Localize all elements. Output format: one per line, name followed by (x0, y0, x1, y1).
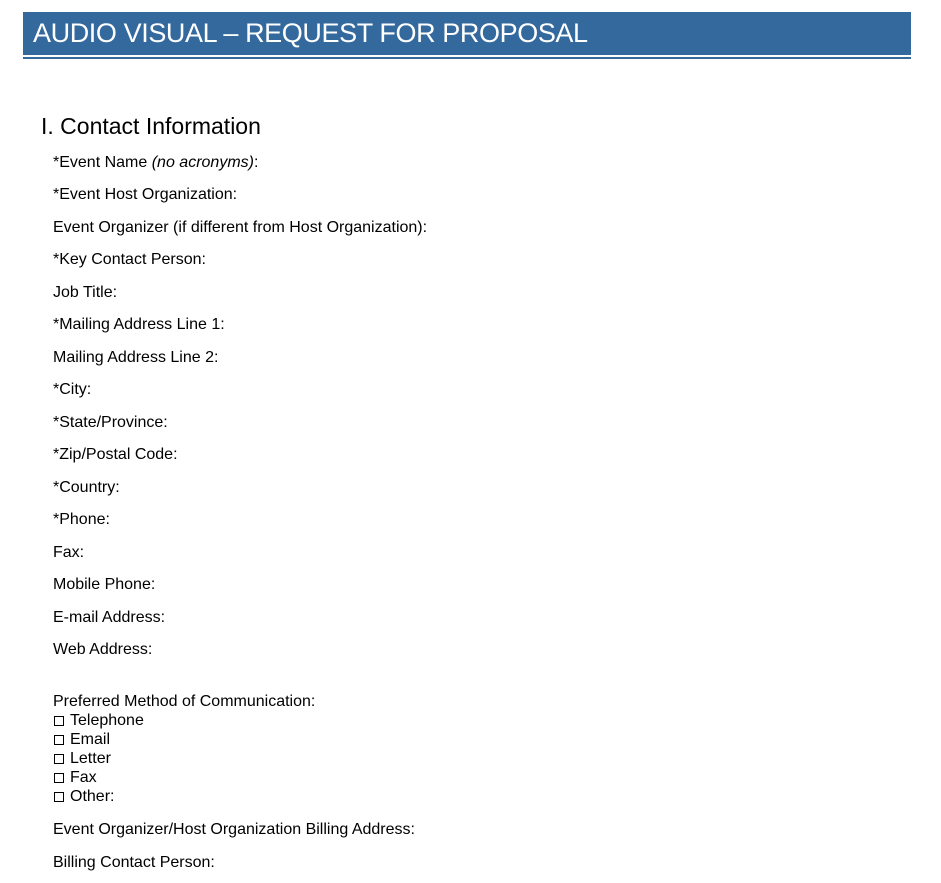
field-label-text: *Event Name (53, 154, 152, 171)
field-label-fax: Fax: (53, 544, 85, 561)
option-label: Telephone (70, 712, 144, 729)
option-label: Email (70, 731, 111, 748)
field-label-note: (no acronyms) (151, 154, 254, 171)
title-banner (23, 12, 911, 55)
option-label: Fax (70, 769, 97, 786)
field-label-mobile-phone: Mobile Phone: (53, 576, 156, 593)
option-label: Letter (70, 750, 111, 767)
field-label-state-province: *State/Province: (53, 414, 168, 431)
document-title: AUDIO VISUAL – REQUEST FOR PROPOSAL (33, 18, 588, 48)
checkbox-icon[interactable] (54, 773, 64, 783)
field-label-billing-address: Event Organizer/Host Organization Billing Address: (53, 821, 415, 838)
field-label-mailing-address-1: *Mailing Address Line 1: (53, 316, 225, 333)
field-label-job-title: Job Title: (53, 284, 118, 301)
communication-preference-title: Preferred Method of Communication: (53, 693, 316, 710)
field-label-event-organizer: Event Organizer (if different from Host Organization): (53, 219, 428, 236)
checkbox-icon[interactable] (54, 792, 64, 802)
checkbox-icon[interactable] (54, 754, 64, 764)
field-label-event-name (53, 153, 258, 172)
checkbox-icon[interactable] (54, 716, 64, 726)
checkbox-icon[interactable] (54, 735, 64, 745)
field-label-key-contact-person: *Key Contact Person: (53, 251, 206, 268)
field-label-city: *City: (53, 381, 92, 398)
field-label-email-address: E-mail Address: (53, 609, 166, 626)
communication-option-fax[interactable] (53, 768, 315, 787)
option-label: Other: (70, 788, 115, 805)
field-label-billing-contact-person: Billing Contact Person: (53, 854, 215, 871)
communication-preference-group (53, 692, 315, 806)
field-label-zip-postal-code: *Zip/Postal Code: (53, 446, 178, 463)
communication-option-email[interactable] (53, 730, 315, 749)
communication-option-letter[interactable] (53, 749, 315, 768)
field-label-suffix: : (253, 154, 259, 171)
field-label-phone: *Phone: (53, 511, 110, 528)
field-label-event-host-organization: *Event Host Organization: (53, 186, 238, 203)
field-label-country: *Country: (53, 479, 120, 496)
field-label-web-address: Web Address: (53, 641, 153, 658)
communication-option-other[interactable] (53, 787, 315, 806)
field-label-mailing-address-2: Mailing Address Line 2: (53, 349, 219, 366)
banner-underline (23, 57, 911, 59)
section-heading: I. Contact Information (41, 113, 261, 139)
communication-option-telephone[interactable] (53, 711, 315, 730)
